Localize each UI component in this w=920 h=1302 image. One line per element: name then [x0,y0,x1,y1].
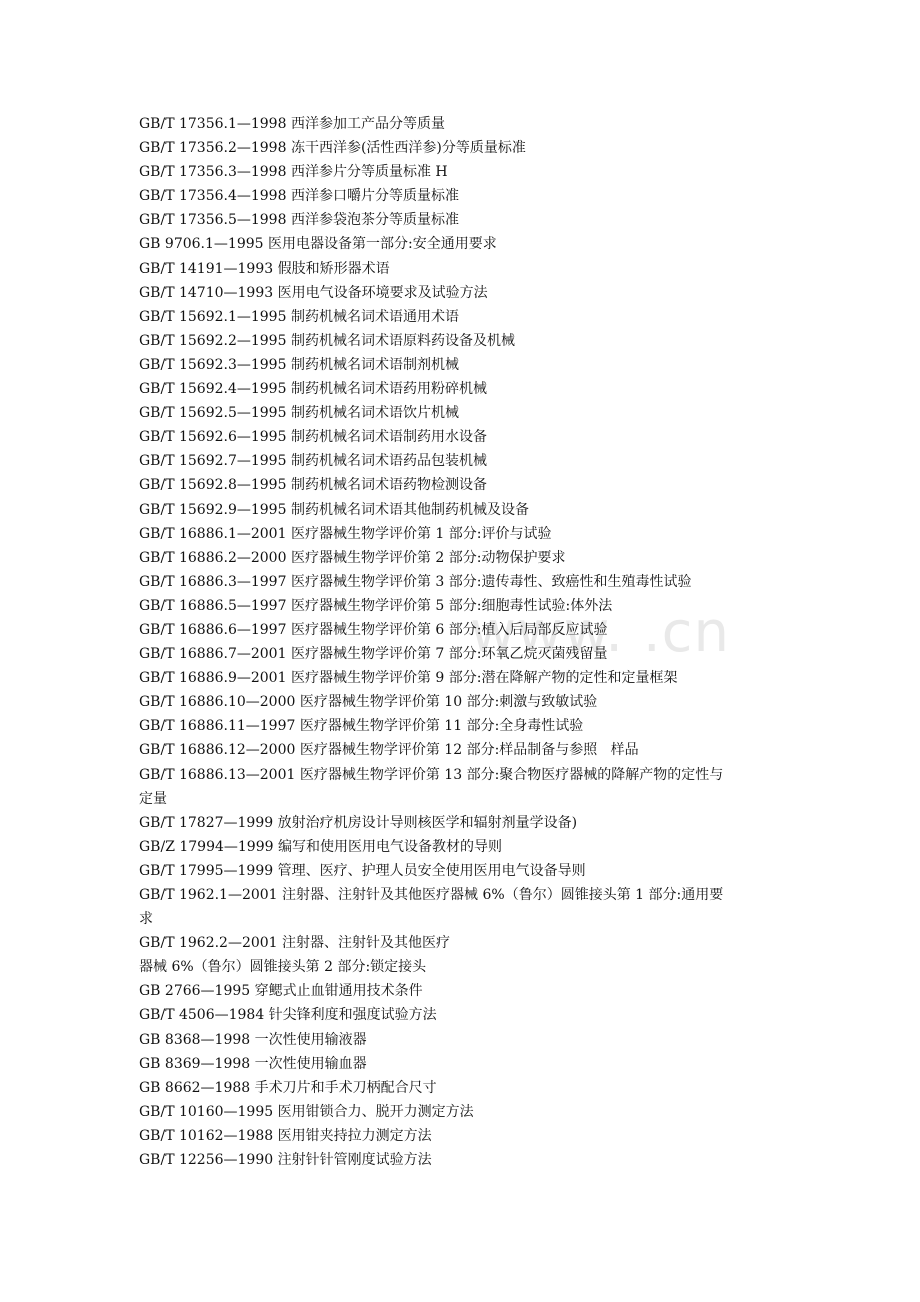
standard-line: GB/T 17995—1999 管理、医疗、护理人员安全使用医用电气设备导则 [139,862,586,879]
standard-line: GB/T 16886.6—1997 医疗器械生物学评价第 6 部分:植入后局部反应试验 [139,621,608,638]
standard-line: GB/T 1962.2—2001 注射器、注射针及其他医疗 [139,935,451,952]
standard-line: GB/T 16886.11—1997 医疗器械生物学评价第 11 部分:全身毒性试验 [139,718,584,735]
standard-line: GB/T 17827—1999 放射治疗机房设计导则核医学和辐射剂量学设备) [139,814,578,831]
standard-line: GB/T 15692.3—1995 制药机械名词术语制剂机械 [139,356,459,373]
standard-line: GB/T 15692.2—1995 制药机械名词术语原料药设备及机械 [139,332,515,349]
standard-line: GB 2766—1995 穿鳃式止血钳通用技术条件 [139,983,423,1000]
standard-line: 求 [139,911,153,928]
standard-line: GB/Z 17994—1999 编写和使用医用电气设备教材的导则 [139,838,502,855]
standard-line: GB 9706.1—1995 医用电器设备第一部分:安全通用要求 [139,236,497,253]
standard-line: GB/T 15692.4—1995 制药机械名词术语药用粉碎机械 [139,381,487,398]
standard-line: GB/T 15692.1—1995 制药机械名词术语通用术语 [139,308,459,325]
standard-line: GB/T 12256—1990 注射针针管刚度试验方法 [139,1152,432,1169]
standard-line: GB 8662—1988 手术刀片和手术刀柄配合尺寸 [139,1079,437,1096]
standard-line: 器械 6%（鲁尔）圆锥接头第 2 部分:锁定接头 [139,959,427,976]
standard-line: GB/T 16886.5—1997 医疗器械生物学评价第 5 部分:细胞毒性试验:体外法 [139,597,613,614]
standard-line: GB/T 15692.7—1995 制药机械名词术语药品包装机械 [139,453,487,470]
standard-line: GB 8369—1998 一次性使用输血器 [139,1055,367,1072]
standard-line: GB/T 14710—1993 医用电气设备环境要求及试验方法 [139,284,488,301]
standard-line: GB/T 17356.1—1998 西洋参加工产品分等质量 [139,116,445,132]
standards-list [139,112,789,1172]
standard-line: GB/T 16886.3—1997 医疗器械生物学评价第 3 部分:遗传毒性、致癌性和生殖毒性试验 [139,573,692,590]
watermark: www. .cn [470,600,730,665]
standard-line: GB/T 16886.7—2001 医疗器械生物学评价第 7 部分:环氧乙烷灭菌残留量 [139,646,608,663]
standard-line: GB/T 17356.2—1998 冻干西洋参(活性西洋参)分等质量标准 [139,140,526,157]
standard-line: GB/T 15692.6—1995 制药机械名词术语制药用水设备 [139,429,487,446]
standard-line: GB/T 17356.5—1998 西洋参袋泡茶分等质量标准 [139,212,459,229]
standard-line: GB/T 15692.9—1995 制药机械名词术语其他制药机械及设备 [139,501,529,518]
standard-line: GB/T 14191—1993 假肢和矫形器术语 [139,260,390,277]
standard-line: GB/T 17356.3—1998 西洋参片分等质量标准 H [139,164,448,181]
standard-line: GB/T 15692.5—1995 制药机械名词术语饮片机械 [139,405,459,422]
standard-line: GB 8368—1998 一次性使用输液器 [139,1031,367,1048]
standard-line: GB/T 16886.10—2000 医疗器械生物学评价第 10 部分:刺激与致敏试验 [139,694,598,711]
standard-line: GB/T 10160—1995 医用钳锁合力、脱开力测定方法 [139,1103,474,1120]
standard-line: GB/T 1962.1—2001 注射器、注射针及其他医疗器械 6%（鲁尔）圆锥接头第 1 部分:通用要 [139,887,724,903]
standard-line: GB/T 16886.13—2001 医疗器械生物学评价第 13 部分:聚合物医疗器械的降解产物的定性与 [139,766,724,783]
standard-line: GB/T 16886.9—2001 医疗器械生物学评价第 9 部分:潜在降解产物的定性和定量框架 [139,670,678,687]
standard-line: GB/T 17356.4—1998 西洋参口嚼片分等质量标准 [139,188,459,205]
standard-line: GB/T 4506—1984 针尖锋利度和强度试验方法 [139,1007,437,1024]
standard-line: GB/T 10162—1988 医用钳夹持拉力测定方法 [139,1127,432,1144]
standard-line: GB/T 16886.1—2001 医疗器械生物学评价第 1 部分:评价与试验 [139,525,552,542]
standard-line: GB/T 15692.8—1995 制药机械名词术语药物检测设备 [139,477,487,494]
standard-line: 定量 [139,790,167,807]
standard-line: GB/T 16886.12—2000 医疗器械生物学评价第 12 部分:样品制备与参照 样品 [139,742,639,759]
standard-line: GB/T 16886.2—2000 医疗器械生物学评价第 2 部分:动物保护要求 [139,549,566,566]
